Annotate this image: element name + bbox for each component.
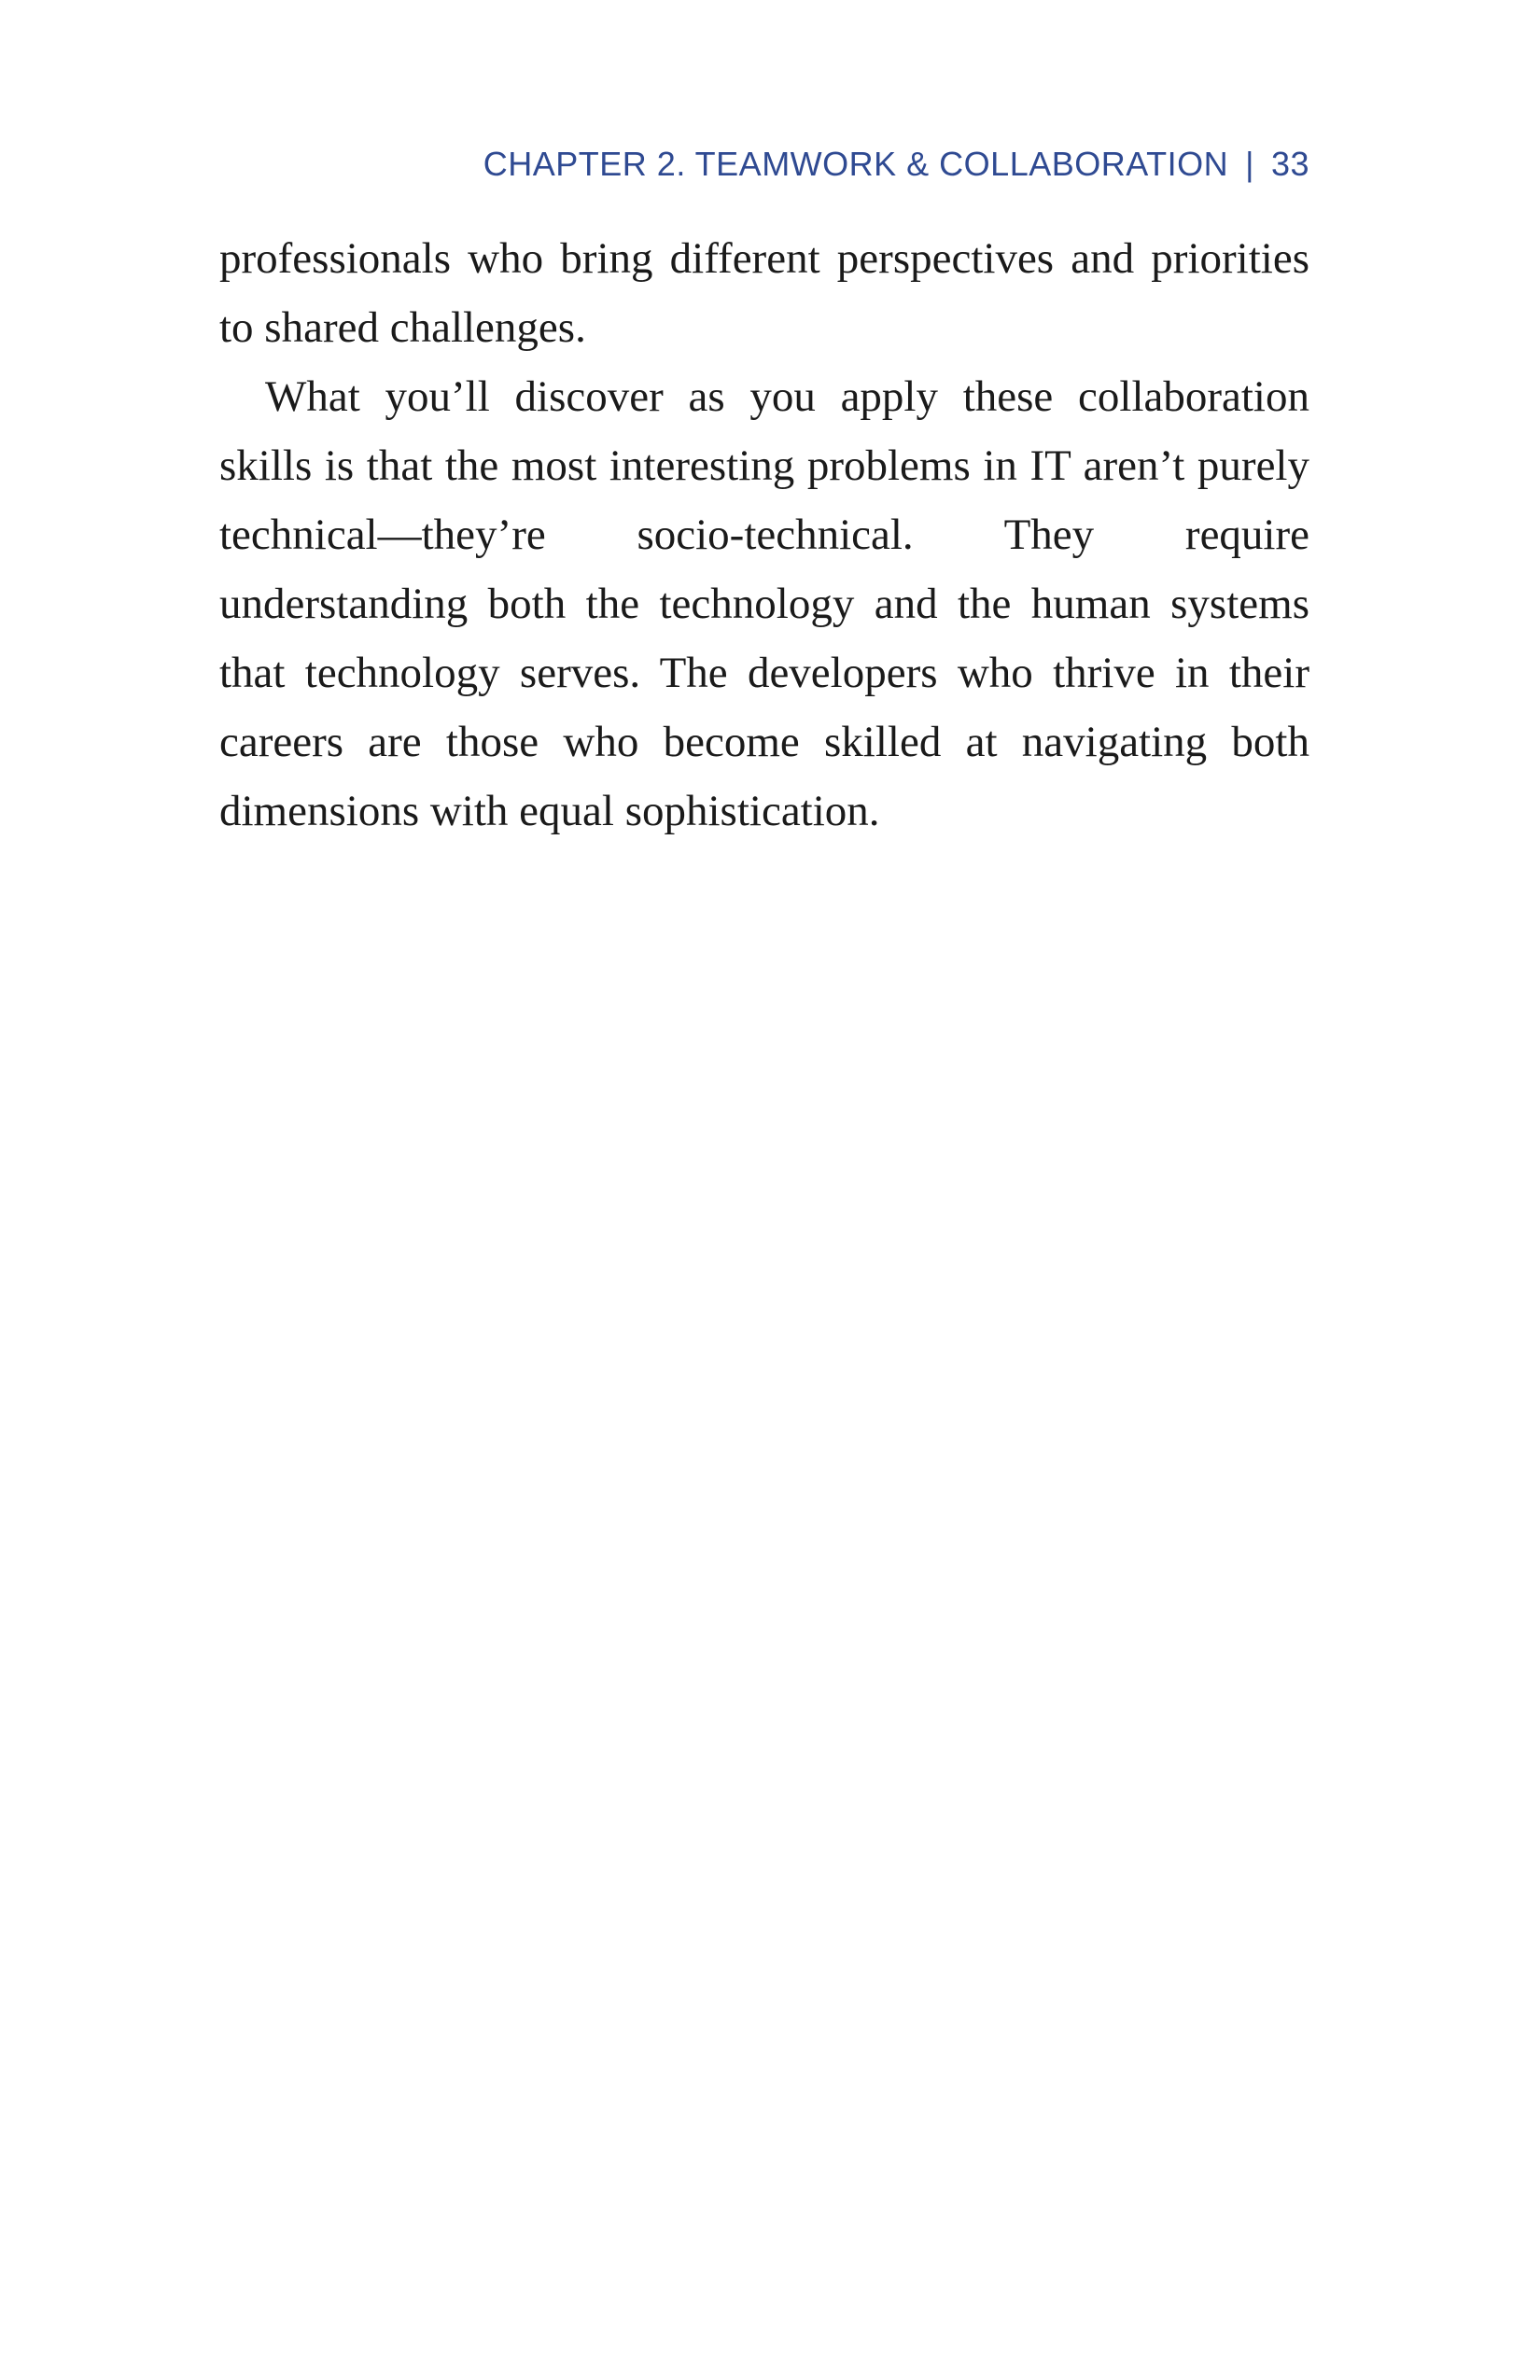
chapter-title: CHAPTER 2. TEAMWORK & COLLABORATION: [483, 145, 1229, 183]
paragraph-continuation: professionals who bring different perspectives and priorities to shared challenges.: [219, 234, 1309, 352]
header-separator: |: [1245, 145, 1254, 183]
paragraph: What you’ll discover as you apply these collaboration skills is that the most interesting problems in IT aren’t purely technical—they’re socio-technical. They require understanding both the technology and the human systems that technology serves. The developers who thrive in their careers are those who become skilled at navigating both dimensions with equal sophistication.: [219, 372, 1309, 835]
page-number: 33: [1270, 145, 1309, 183]
running-header: [483, 142, 1309, 187]
body-text: [219, 224, 1309, 846]
